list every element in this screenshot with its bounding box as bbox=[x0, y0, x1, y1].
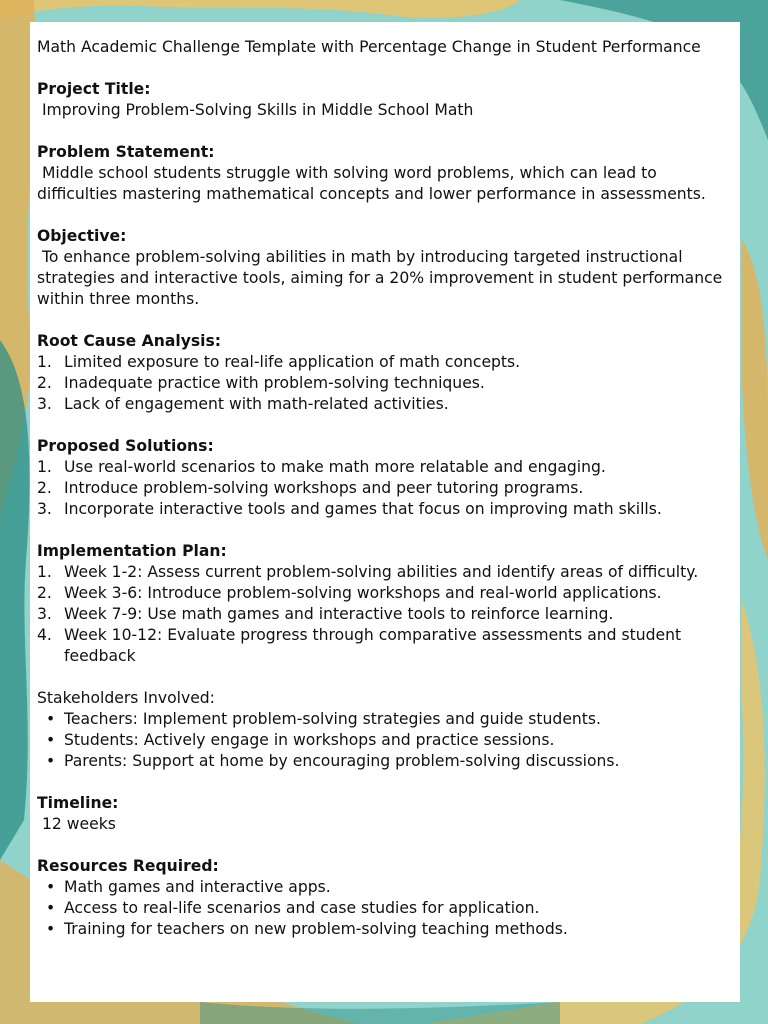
document-sheet bbox=[30, 22, 740, 1002]
list-number: 3. bbox=[37, 500, 52, 518]
bullet-icon: • bbox=[46, 752, 56, 770]
section-heading: Problem Statement: bbox=[37, 143, 215, 161]
document-title: Math Academic Challenge Template with Percentage Change in Student Performance bbox=[37, 38, 701, 56]
resources-list bbox=[37, 877, 740, 940]
objective-text: To enhance problem-solving abilities in math by introducing targeted instructional strategies and interactive tools, aiming for a 20% improvement in student performance within three months. bbox=[37, 248, 728, 308]
implementation-plan-section bbox=[37, 541, 740, 667]
stakeholders-list bbox=[37, 709, 740, 772]
solutions-list bbox=[37, 457, 740, 520]
proposed-solutions-section bbox=[37, 436, 740, 520]
list-item: • Math games and interactive apps. bbox=[46, 878, 331, 896]
list-item: 1. Week 1-2: Assess current problem-solving abilities and identify areas of difficulty. bbox=[37, 563, 699, 581]
root-cause-section bbox=[37, 331, 740, 415]
objective-section bbox=[37, 226, 740, 310]
list-item: 2. Week 3-6: Introduce problem-solving workshops and real-world applications. bbox=[37, 584, 662, 602]
bullet-icon: • bbox=[46, 710, 56, 728]
list-number: 1. bbox=[37, 353, 52, 371]
list-item: • Access to real-life scenarios and case studies for application. bbox=[46, 899, 540, 917]
list-number: 2. bbox=[37, 584, 52, 602]
bullet-icon: • bbox=[46, 920, 56, 938]
list-number: 3. bbox=[37, 605, 52, 623]
bullet-icon: • bbox=[46, 731, 56, 749]
list-item: 4. Week 10-12: Evaluate progress through comparative assessments and student feedback bbox=[37, 626, 682, 665]
list-item: 2. Inadequate practice with problem-solving techniques. bbox=[37, 374, 485, 392]
project-title-text: Improving Problem-Solving Skills in Middle School Math bbox=[37, 101, 474, 119]
section-heading: Stakeholders Involved: bbox=[37, 689, 215, 707]
project-title-section bbox=[37, 79, 740, 121]
list-number: 4. bbox=[37, 626, 52, 644]
section-heading: Objective: bbox=[37, 227, 127, 245]
section-heading: Resources Required: bbox=[37, 857, 219, 875]
timeline-section bbox=[37, 793, 740, 835]
list-number: 1. bbox=[37, 458, 52, 476]
section-heading: Implementation Plan: bbox=[37, 542, 227, 560]
section-heading: Project Title: bbox=[37, 80, 151, 98]
list-item: 1. Limited exposure to real-life application of math concepts. bbox=[37, 353, 521, 371]
list-item: • Training for teachers on new problem-solving teaching methods. bbox=[46, 920, 568, 938]
resources-section bbox=[37, 856, 740, 940]
timeline-text: 12 weeks bbox=[37, 815, 116, 833]
stakeholders-section bbox=[37, 688, 740, 772]
list-item: 3. Incorporate interactive tools and games that focus on improving math skills. bbox=[37, 500, 662, 518]
bullet-icon: • bbox=[46, 878, 56, 896]
list-number: 3. bbox=[37, 395, 52, 413]
problem-statement-text: Middle school students struggle with solving word problems, which can lead to difficulties mastering mathematical concepts and lower performance in assessments. bbox=[37, 164, 706, 203]
root-cause-list bbox=[37, 352, 740, 415]
section-heading: Proposed Solutions: bbox=[37, 437, 214, 455]
list-item: • Parents: Support at home by encouraging problem-solving discussions. bbox=[46, 752, 620, 770]
list-number: 2. bbox=[37, 479, 52, 497]
list-item: 2. Introduce problem-solving workshops and peer tutoring programs. bbox=[37, 479, 584, 497]
section-heading: Root Cause Analysis: bbox=[37, 332, 222, 350]
list-item: • Teachers: Implement problem-solving strategies and guide students. bbox=[46, 710, 601, 728]
bullet-icon: • bbox=[46, 899, 56, 917]
problem-statement-section bbox=[37, 142, 740, 205]
section-heading: Timeline: bbox=[37, 794, 119, 812]
list-item: • Students: Actively engage in workshops and practice sessions. bbox=[46, 731, 555, 749]
list-number: 1. bbox=[37, 563, 52, 581]
list-item: 3. Lack of engagement with math-related activities. bbox=[37, 395, 449, 413]
list-number: 2. bbox=[37, 374, 52, 392]
list-item: 3. Week 7-9: Use math games and interactive tools to reinforce learning. bbox=[37, 605, 614, 623]
list-item: 1. Use real-world scenarios to make math more relatable and engaging. bbox=[37, 458, 606, 476]
implementation-list bbox=[37, 562, 740, 667]
